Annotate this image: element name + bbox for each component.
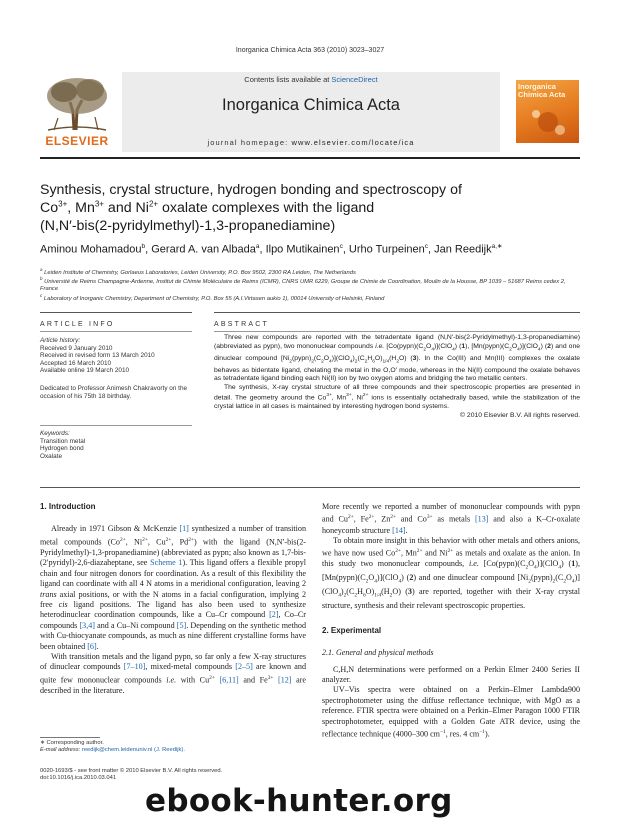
title-line2 — [40, 199, 580, 217]
author-affil-mark: c — [424, 243, 428, 250]
homepage-url[interactable]: www.elsevier.com/locate/ica — [291, 138, 415, 147]
title-co-charge: 3+ — [58, 199, 68, 209]
history-revised: Received in revised form 13 March 2010 — [40, 352, 155, 360]
article-info-rule — [40, 312, 192, 313]
contents-line — [122, 75, 500, 84]
author-name[interactable]: , Jan Reedijk — [428, 243, 492, 256]
corresponding-author-note — [40, 740, 300, 755]
doi-line[interactable]: doi:10.1016/j.ica.2010.03.041 — [40, 775, 117, 782]
dedication: Dedicated to Professor Animesh Chakravorty on the occasion of his 75th 18 birthday. — [40, 385, 188, 400]
cover-molecule-icon — [526, 104, 570, 140]
article-info-subrule — [40, 331, 192, 332]
sciencedirect-link[interactable]: ScienceDirect — [331, 75, 378, 84]
body-column-right: More recently we reported a number of mononuclear compounds with pypn and $Cu^{2+}$, $Fe^{2+}$, $Zn^{2+}$ and $Co^{3+}$ as metals [13] and also a K–Cr-oxalate honeycomb structure [14]. To obtain more insight in this behavior with other metals and others anions, we have now used $Co^{2+}$, $Mn^{2+}$ and $Ni^{2+}$ as metals and oxalate as the anion. In this study two mononuclear compounds, i.e. $[Co(pypn)(C_2O_4)](ClO_4)$ (1), $[Mn(pypn)(C_2O_4)](ClO_4)$ (2) and one dinuclear compound $[Ni_2(pypn)_2(C_2O_4)](ClO_4)_2(C_2H_6O)_{1/4}(H_2O)$ (3) are reported, together with their X-ray crystal structure, synthesis and their relevant spectroscopic properties. 2. Experimental 2.1. General and physical methods C,H,N determinations were performed on a Perkin Elmer 2400 Series II analyzer. UV–Vis spectra were obtained on a Perkin–Elmer Lambda900 spectrophotometer using the diffuse reflectance technique, with MgO as a reference. FTIR spectra were obtained on a Perkin–Elmer Paragon 1000 FTIR spectrophotometer, equipped with a Golden Gate ATR device, using the reflectance technique (4000–300 $cm^{-1}$, res. 4 $cm^{-1}$). — [322, 502, 581, 739]
issn-doi-block — [40, 768, 300, 783]
section-heading-experimental: 2. Experimental — [322, 625, 382, 635]
author-list — [40, 242, 580, 256]
article-title — [40, 181, 580, 235]
watermark-text: ebook-hunter.org — [145, 783, 453, 819]
keyword-item: Hydrogen bond — [40, 445, 84, 453]
author-affil-mark: c — [339, 243, 343, 250]
cover-title-line1: Inorganica — [518, 82, 556, 91]
corresponding-label: ∗ Corresponding author. — [40, 740, 104, 746]
title-co: Co — [40, 200, 59, 216]
title-tail: oxalate complexes with the ligand — [158, 200, 375, 216]
affiliation-mark: c — [40, 293, 43, 298]
article-history — [40, 337, 190, 375]
title-mn: , Mn — [67, 200, 95, 216]
author-name[interactable]: , Urho Turpeinen — [342, 243, 425, 256]
body-column-left: 1. Introduction Already in 1971 Gibson & McKenzie [1] synthesized a number of transition metal compounds ($Co^{2+}$, $Ni^{2+}$, $Cu^{2+}$, $Pd^{2+}$) with the ligand (N,N′-bis(2-Pyridylmethyl)-1,3-propanediamine) (abbreviated as pypn; also known as 1,7-bis-(2′pyridyl)-2,6-diazaheptane, see Scheme 1). This ligand offers a flexible propyl chain and four nitrogen donors for coordination. As a result of this flexibility the ligand can coordinate with all 4 N atoms in a meridional configuration, leaving 2 trans axial positions, or with the N atoms in a facial configuration, implying 2 free cis ligand positions. The ligand has also been used to synthesize heterodinuclear coordination compounds, like a Cu–Cr compound [2], Co–Cr compounds [3,4] and a Cu–Ni compound [5]. Depending on the synthetic method with Cu-thiocyanate compounds, as much as nine different crystalline forms have been obtained [6]. With transition metals and the ligand pypn, so far only a few X-ray structures of dinuclear compounds [7–10], mixed-metal compounds [2–5] are known and quite few mononuclear compounds i.e. with $Cu^{2+}$ [6,11] and $Fe^{3+}$ [12] are described in the literature. — [40, 502, 307, 695]
author-email-link[interactable]: reedijk@chem.leidenuniv.nl (J. Reedijk). — [81, 747, 185, 754]
author-affil-mark: a — [255, 243, 260, 250]
journal-homepage — [122, 138, 500, 147]
author-name[interactable]: , Gerard A. van Albada — [145, 243, 256, 256]
affiliation-text: Laboratory of Inorganic Chemistry, Department of Chemistry, P.O. Box 55 (A.I.Virtasen aukio 1), 00014 University of Helsinki, Finland — [43, 295, 385, 302]
email-label: E-mail address: — [40, 747, 82, 754]
history-received: Received 9 January 2010 — [40, 344, 113, 352]
copyright-notice: © 2010 Elsevier B.V. All rights reserved. — [460, 411, 580, 419]
title-mn-charge: 3+ — [94, 199, 104, 209]
history-label: Article history: — [40, 337, 81, 344]
contents-prefix: Contents lists available at — [244, 75, 332, 84]
footnote-rule — [40, 737, 100, 738]
elsevier-wordmark: ELSEVIER — [45, 134, 109, 148]
title-ni: and Ni — [103, 200, 149, 216]
author-name[interactable]: Aminou Mohamadou — [40, 243, 142, 256]
journal-reference: Inorganica Chimica Acta 363 (2010) 3023–3027 — [235, 47, 385, 54]
affiliation-text: Université de Reims Champagne-Ardenne, Institut de Chimie Moléculaire de Reims (ICMR), CNRS UMR 6229, Groupe de Chimie de Coordination, Moulin de la Housse, BP 1039 – 51687 Reims cedex 2, France — [40, 278, 566, 293]
abstract-heading: ABSTRACT — [214, 321, 269, 328]
keywords-block — [40, 430, 190, 460]
author-name[interactable]: , Ilpo Mutikainen — [259, 243, 340, 256]
title-line1: Synthesis, crystal structure, hydrogen bonding and spectroscopy of — [40, 182, 462, 198]
section-heading-introduction: 1. Introduction — [40, 502, 96, 511]
affiliation — [40, 292, 580, 303]
abstract-subrule — [214, 331, 580, 332]
issn-line: 0020-1693/$ - see front matter © 2010 Elsevier B.V. All rights reserved. — [40, 768, 223, 774]
author-affil-mark: a,∗ — [491, 243, 503, 250]
header-rule — [40, 157, 580, 159]
affiliation-mark: a — [40, 267, 43, 272]
author-affil-mark: b — [141, 243, 146, 250]
title-ni-charge: 2+ — [148, 199, 159, 209]
homepage-prefix: journal homepage: — [207, 138, 292, 147]
affiliation-mark: b — [40, 276, 43, 281]
keyword-item: Oxalate — [40, 452, 63, 460]
keywords-rule — [40, 425, 192, 426]
cover-title-line2: Chimica Acta — [518, 90, 566, 99]
abstract-rule — [214, 312, 580, 313]
abstract-text: Three new compounds are reported with the tetradentate ligand (N,N′-bis(2-Pyridylmethyl)-1,3-propanediamine) (abbreviated as pypn), two mononuclear compounds i.e. $[Co(pypn)(C_2O_4)](ClO_4)$ (1), $[Mn(pypn)(C_2O_4)](ClO_4)$ (2) and one dinuclear compound $[Ni_2(pypn)_2(C_2O_4)](ClO_4)_2(C_2H_6O)_{1/4}(H_2O)$ (3). In the Co(III) and Mn(III) complexes the oxalate behaves as bidentate ligand, chelating the metal in the O,O′ mode, whereas in the Ni(II) compound the oxalate behaves as tetradentate ligand binding each Ni(II) ion by two oxygen atoms and bridging the two metallic centers. The synthesis, X-ray crystal structure of all three compounds and their spectroscopic properties are presented in detail. The geometry around the $Co^{3+}$, $Mn^{3+}$, $Ni^{2+}$ ions is essentially octahedrally based, while the stabilization of the crystal lattice in all cases is maintained by interesting hydrogen bond systems. © 2010 Elsevier B.V. All rights reserved. — [214, 334, 581, 419]
article-info-heading: ARTICLE INFO — [40, 321, 115, 328]
journal-cover-thumbnail[interactable] — [516, 80, 579, 143]
abstract-end-rule — [40, 487, 580, 488]
affiliation-text: Leiden Institute of Chemistry, Gorlaeus Laboratories, Leiden University, P.O. Box 9502, 2300 RA Leiden, The Netherlands — [44, 269, 356, 276]
history-accepted: Accepted 16 March 2010 — [40, 359, 112, 367]
title-line3: (N,N′-bis(2-pyridylmethyl)-1,3-propanediamine) — [40, 218, 336, 234]
journal-title: Inorganica Chimica Acta — [222, 96, 400, 114]
keywords-label: Keywords: — [40, 430, 70, 437]
history-online: Available online 19 March 2010 — [40, 367, 130, 375]
keyword-item: Transition metal — [40, 437, 86, 445]
subsection-heading-general: 2.1. General and physical methods — [322, 648, 434, 658]
